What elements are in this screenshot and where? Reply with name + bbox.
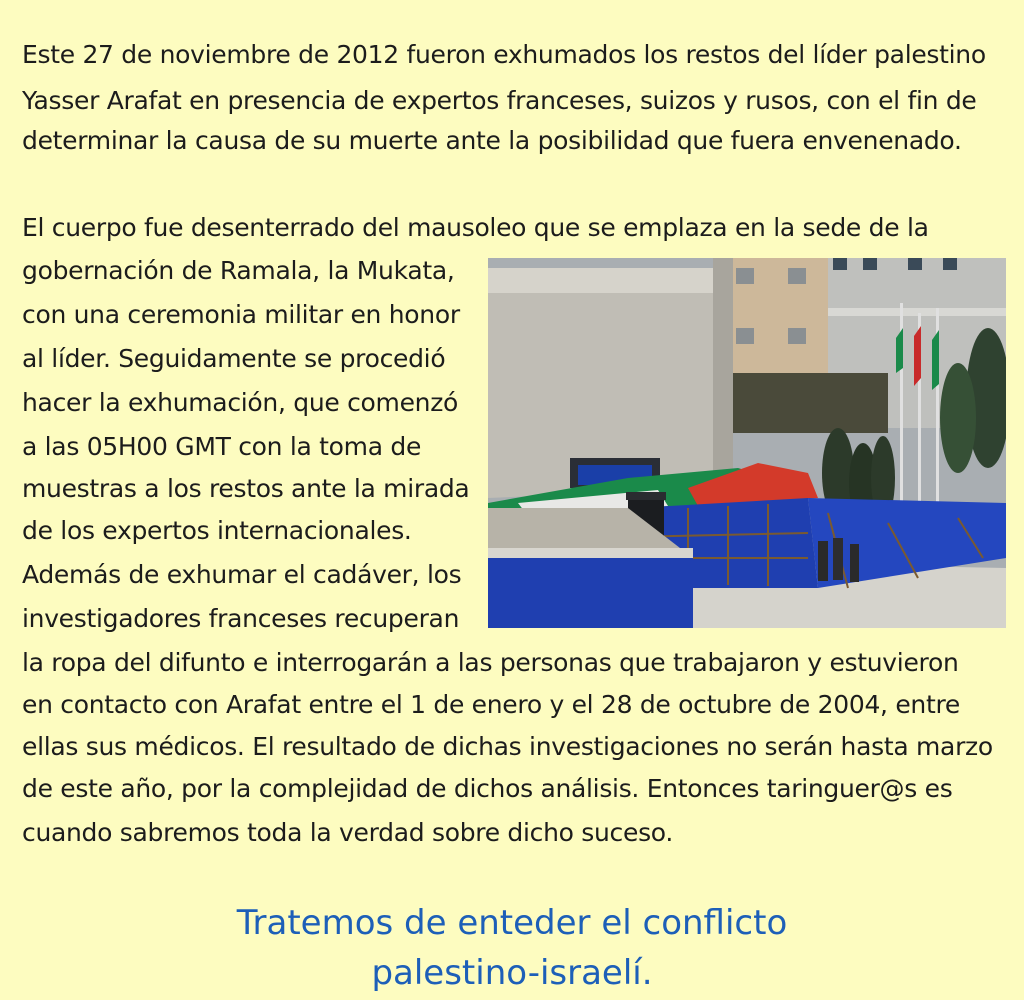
paragraph-2-line-11: la ropa del difunto e interrogarán a las personas que trabajaron y estuvieron [22, 648, 959, 677]
paragraph-2-line-2: gobernación de Ramala, la Mukata, [22, 256, 455, 285]
footer-line-2: palestino-israelí. [371, 953, 653, 993]
paragraph-1-line-3: determinar la causa de su muerte ante la posibilidad que fuera envenenado. [22, 126, 962, 155]
paragraph-2-line-5: hacer la exhumación, que comenzó [22, 388, 459, 417]
paragraph-2-line-7: muestras a los restos ante la mirada [22, 474, 470, 503]
paragraph-2-line-14: de este año, por la complejidad de dichos análisis. Entonces taringuer@s es [22, 774, 953, 803]
paragraph-2-line-13: ellas sus médicos. El resultado de dichas investigaciones no serán hasta marzo [22, 732, 993, 761]
paragraph-1-line-2: Yasser Arafat en presencia de expertos franceses, suizos y rusos, con el fin de [22, 86, 977, 115]
mausoleum-photo [488, 258, 1006, 628]
footer-line-1: Tratemos de enteder el conflicto [236, 903, 788, 943]
paragraph-2-line-9: Además de exhumar el cadáver, los [22, 560, 462, 589]
paragraph-2-line-8: de los expertos internacionales. [22, 516, 412, 545]
paragraph-2-line-3: con una ceremonia militar en honor [22, 300, 460, 329]
paragraph-2-line-10: investigadores franceses recuperan [22, 604, 460, 633]
paragraph-2-line-15: cuando sabremos toda la verdad sobre dicho suceso. [22, 818, 673, 847]
paragraph-2-line-1: El cuerpo fue desenterrado del mausoleo que se emplaza en la sede de la [22, 213, 929, 242]
paragraph-2-line-12: en contacto con Arafat entre el 1 de enero y el 28 de octubre de 2004, entre [22, 690, 960, 719]
paragraph-1-line-1: Este 27 de noviembre de 2012 fueron exhumados los restos del líder palestino [22, 40, 986, 69]
paragraph-2-line-6: a las 05H00 GMT con la toma de [22, 432, 422, 461]
paragraph-2-line-4: al líder. Seguidamente se procedió [22, 344, 446, 373]
